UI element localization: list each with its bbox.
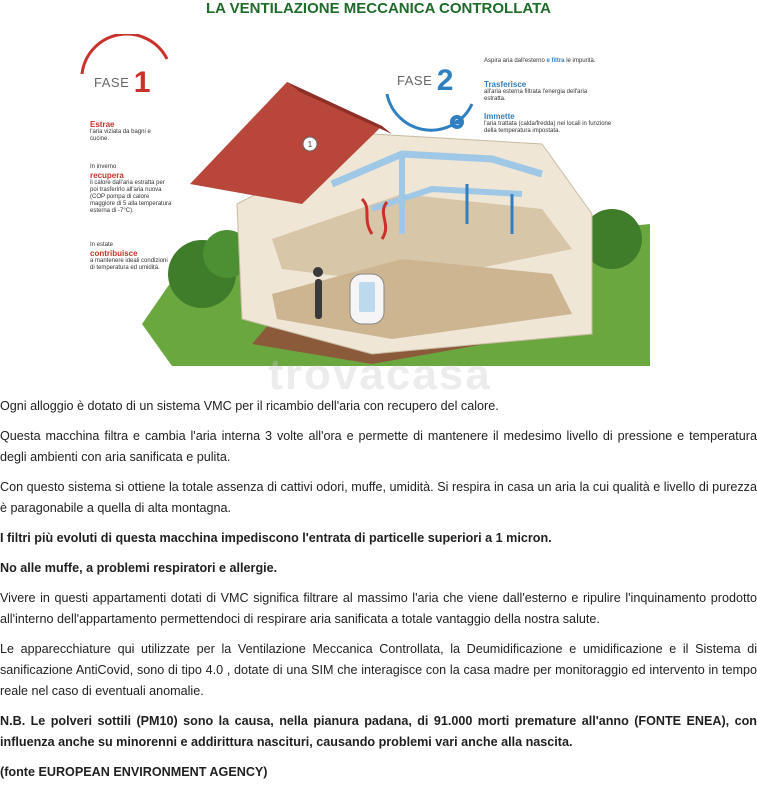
phase1-note1-body: l'aria viziata da bagni e cucine. (90, 129, 151, 142)
phase2-note-filter (484, 58, 604, 65)
phase1-badge (94, 66, 150, 100)
phase1-note-recover (90, 164, 172, 215)
phase2-note-introduce (484, 112, 614, 135)
page-title: LA VENTILAZIONE MECCANICA CONTROLLATA (206, 0, 551, 17)
body-text (0, 396, 757, 792)
paragraph-living-benefits: Vivere in questi appartamenti dotati di VMC significa filtrare al massimo l'aria che viene dall'esterno e ripulire l'inquinamento prodotto all'interno dell'appartamento permettendoci di respirare aria sanificata a totale vantaggio della nostra salute. (0, 591, 757, 626)
phase2-note2-body: all'aria esterna filtrata l'energia dell'aria estratta. (484, 89, 588, 102)
phase1-note1-head: Estrae (90, 120, 115, 129)
phase2-note-transfer (484, 80, 604, 103)
person-head (313, 267, 323, 277)
marker-2-label: 2 (454, 118, 460, 127)
paragraph-no-mold: No alle muffe, a problemi respiratori e allergie. (0, 561, 278, 575)
marker-1-label: 1 (307, 140, 313, 149)
phase2-badge (397, 64, 453, 98)
phase2-note3-body: l'aria trattata (calda/fredda) nei locali in funzione della temperatura impostata. (484, 121, 612, 134)
phase2-note1-head: e filtra (546, 58, 565, 64)
phase1-note2-head: recupera (90, 171, 124, 180)
paragraph-no-odors: Con questo sistema si ottiene la totale assenza di cattivi odori, muffe, umidità. Si respira in casa un aria la cui qualità e livello di purezza è paragonabile a quella di alta montagna. (0, 480, 757, 515)
phase2-note1-body-a: Aspira aria dall'esterno (484, 58, 545, 64)
phase2-number: 2 (436, 64, 454, 97)
paragraph-equipment: Le apparecchiature qui utilizzate per la Ventilazione Meccanica Controllata, la Deumidificazione e umidificazione e il Sistema di sanificazione AntiCovid, sono di tipo 4.0 , dotate di una SIM che interagisce con la casa madre per monitoraggio ed intervento in tempo reale nel caso di eventuali anomalie. (0, 642, 757, 698)
phase1-note2-intro: In inverno (90, 164, 117, 170)
remote-control-screen (359, 282, 375, 312)
vmc-house-illustration (72, 34, 650, 366)
phase1-note3-body: a mantenere ideali condizioni di temperatura ed umidità. (90, 258, 168, 271)
phase2-note1-body-b: le impurità. (566, 58, 596, 64)
paragraph-air-exchange: Questa macchina filtra e cambia l'aria interna 3 volte all'ora e permette di mantenere il medesimo livello di pressione e temperatura degli ambienti con aria sanificata e pulita. (0, 429, 757, 464)
phase2-note3-head: Immette (484, 112, 515, 121)
phase2-note2-head: Trasferisce (484, 80, 527, 89)
phase1-note-extract (90, 120, 170, 143)
paragraph-filters: I filtri più evoluti di questa macchina impediscono l'entrata di particelle superiori a 1 micron. (0, 531, 552, 545)
phase1-note2-body: il calore dall'aria estratta per poi trasferirlo all'aria nuova (COP pompa di calore maggiore di 5 alla temperatura esterna di -7°C). (90, 180, 172, 214)
phase1-note-contribute (90, 242, 170, 272)
watermark-logo: trovacasa (268, 350, 492, 399)
phase1-note3-intro: In estate (90, 242, 114, 248)
phase1-note3-head: contribuisce (90, 249, 138, 258)
paragraph-vmc-intro: Ogni alloggio è dotato di un sistema VMC per il ricambio dell'aria con recupero del calore. (0, 399, 499, 413)
phase1-number: 1 (133, 66, 151, 99)
phase2-label: FASE (397, 73, 433, 89)
phase1-label: FASE (94, 75, 130, 91)
paragraph-pm10-note: N.B. Le polveri sottili (PM10) sono la causa, nella pianura padana, di 91.000 morti premature all'anno (FONTE ENEA), con influenza anche su minorenni e addirittura nascituri, causando problemi vari anche alla nascita. (0, 714, 757, 749)
person (315, 279, 322, 319)
paragraph-source: (fonte EUROPEAN ENVIRONMENT AGENCY) (0, 765, 268, 779)
